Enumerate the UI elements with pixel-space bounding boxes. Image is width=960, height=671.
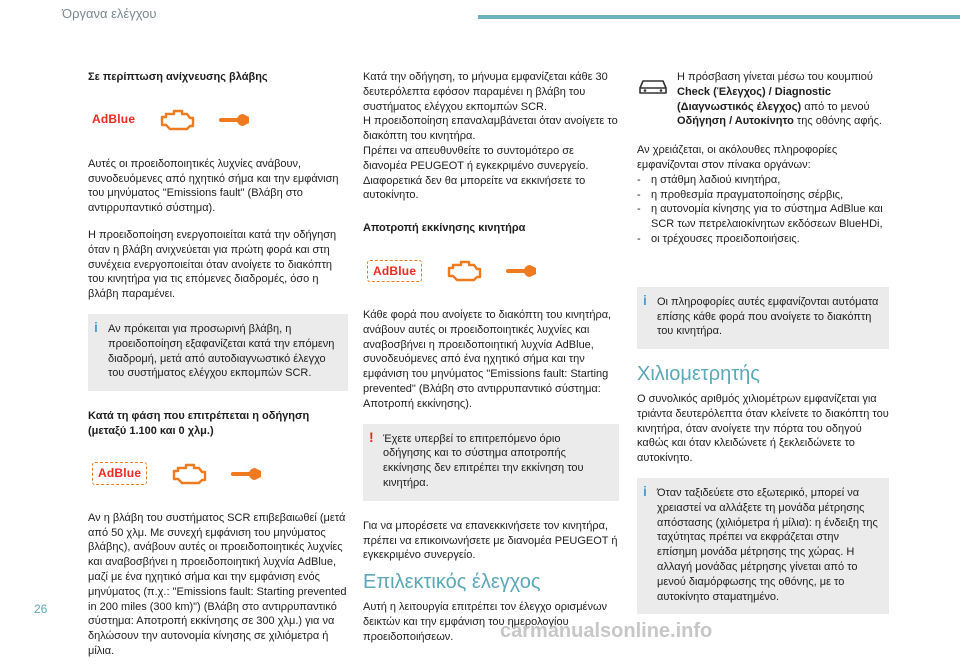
note-text: Έχετε υπερβεί το επιτρεπόμενο όριο οδήγησης και το σύστημα αποτροπής εκκίνησης δεν επιτρέπει την εκκίνηση του κινητήρα. <box>383 432 584 489</box>
paragraph: Η προειδοποίηση επαναλαμβάνεται όταν ανοίγετε το διακόπτη του κινητήρα. <box>363 115 618 143</box>
info-icon: i <box>94 318 98 335</box>
paragraph: Κατά την οδήγηση, το μήνυμα εμφανίζεται κάθε 30 δευτερόλεπτα εφόσον παραμένει η βλάβη του συστήματος ελέγχου εκπομπών SCR. <box>363 71 608 113</box>
text: της οθόνης αφής. <box>793 115 882 128</box>
wrench-icon <box>231 465 265 483</box>
adblue-icon: AdBlue <box>92 112 136 127</box>
paragraph: Αυτή η λειτουργία επιτρέπει τον έλεγχο ορισμένων δεικτών και την εμφάνιση του ημερολογίου προειδοποιήσεων. <box>363 600 608 643</box>
warning-exclamation-icon: ! <box>369 428 374 445</box>
heading-driving-phase: Κατά τη φάση που επιτρέπεται η οδήγηση (μεταξύ 1.100 και 0 χλμ.) <box>88 410 310 437</box>
info-icon: i <box>643 482 647 499</box>
adblue-flashing-icon: AdBlue <box>92 462 147 485</box>
warning-lamps-row <box>367 254 619 288</box>
heading-fault-detected: Σε περίπτωση ανίχνευσης βλάβης <box>88 71 268 83</box>
info-icon: i <box>643 291 647 308</box>
warning-lamps-row <box>92 103 348 137</box>
engine-warning-icon <box>171 463 207 485</box>
menu-path: Οδήγηση / Αυτοκίνητο <box>677 115 794 128</box>
watermark: carmanualsonline.info <box>500 620 713 642</box>
list-item: - η προθεσμία πραγματοποίησης σέρβις, <box>637 188 889 203</box>
list-item: - η αυτονομία κίνησης για το σύστημα AdBlue και SCR των πετρελαιοκίνητων εκδόσεων BlueHDi, <box>637 202 889 232</box>
car-icon <box>637 76 669 96</box>
column-1 <box>88 70 348 671</box>
text: από το μενού <box>801 100 870 113</box>
paragraph: Για να μπορέσετε να επανεκκινήσετε τον κινητήρα, πρέπει να επικοινωνήσετε με διανομέα PEUGEOT ή εγκεκριμένο συνεργείο. <box>363 519 618 562</box>
info-note <box>88 314 348 391</box>
adblue-flashing-icon: AdBlue <box>367 260 422 283</box>
warning-note <box>363 424 619 501</box>
access-instructions <box>677 70 889 129</box>
paragraph: Πρέπει να απευθυνθείτε το συντομότερο σε διανομέα PEUGEOT ή εγκεκριμένο συνεργείο. <box>363 144 589 172</box>
chapter-title: Όργανα ελέγχου <box>62 6 157 21</box>
engine-warning-icon <box>159 109 195 131</box>
column-2 <box>363 70 619 656</box>
menu-path: Check (Έλεγχος) / Diagnostic (Διαγνωστικός έλεγχος) <box>677 85 832 113</box>
list-item: - η στάθμη λαδιού κινητήρα, <box>637 173 889 188</box>
paragraph: Η προειδοποίηση ενεργοποιείται κατά την οδήγηση όταν η βλάβη ανιχνεύεται για πρώτη φορά και στη συνέχεια ενεργοποιείται όταν ανοίγετε το διακόπτη του κινητήρα για τις επόμενες διαδρομές, όσο η βλάβη παραμένει. <box>88 228 337 301</box>
section-title-selective-check: Επιλεκτικός έλεγχος <box>363 571 541 594</box>
paragraph: Αν η βλάβη του συστήματος SCR επιβεβαιωθεί (μετά από 50 χλμ. Με συνεχή εμφάνιση του μηνύματος βλάβης), ανάβουν αυτές οι προειδοποιητικές λυχνίες και αναβοσβήνει η προειδοποιητική λυχνία AdBlue, μαζί με ένα ηχητικό σήμα και την εμφάνιση ενός μηνύματος (π.χ.: "Emissions fault: Starting prevented in 200 miles (300 km)") (Βλάβη στο αντιρρυπαντικό σύστημα: Αποτροπή εκκίνησης σε 300 χλμ.) για να δηλώσουν την αυτονομία κίνησης σε χιλιόμετρα ή μίλια. <box>88 511 347 657</box>
paragraph: Διαφορετικά δεν θα μπορείτε να εκκινήσετε το αυτοκίνητο. <box>363 174 586 202</box>
car-access-row <box>637 70 889 129</box>
info-note <box>637 478 889 614</box>
note-text: Αν πρόκειται για προσωρινή βλάβη, η προειδοποίηση εξαφανίζεται κατά την επόμενη διαδρομή, μετά από αυτοδιαγνωστικό έλεγχο του συστήματος ελέγχου εκπομπών SCR. <box>108 322 335 380</box>
section-title-odometer: Χιλιομετρητής <box>637 363 760 386</box>
paragraph: Ο συνολικός αριθμός χιλιομέτρων εμφανίζεται για τριάντα δευτερόλεπτα όταν κλείνετε το διακόπτη του κινητήρα, όταν ανοίγετε την πόρτα του οδηγού καθώς και όταν κλειδώνετε ή ξεκλειδώνετε το αυτοκίνητο. <box>637 392 889 465</box>
paragraph: Αν χρειάζεται, οι ακόλουθες πληροφορίες εμφανίζονται στον πίνακα οργάνων: <box>637 144 838 171</box>
info-note <box>637 287 889 349</box>
wrench-icon <box>219 111 253 129</box>
note-text: Όταν ταξιδεύετε στο εξωτερικό, μπορεί να χρειαστεί να αλλάξετε τη μονάδα μέτρησης απόστασης (χιλιόμετρα ή μίλια): η ένδειξη της ταχύτητας πρέπει να εκφράζεται στην επίσημη μονάδα μέτρησης της χώρας. Η αλλαγή μονάδας μέτρησης γίνεται από το μενού διαμόρφωσης της οθόνης, με το αυτοκίνητο σταματημένο. <box>657 486 878 603</box>
list-item: - οι τρέχουσες προειδοποιήσεις. <box>637 232 889 247</box>
info-list <box>637 173 889 247</box>
engine-warning-icon <box>446 260 482 282</box>
warning-lamps-row <box>92 457 348 491</box>
paragraph: Κάθε φορά που ανοίγετε το διακόπτη του κινητήρα, ανάβουν αυτές οι προειδοποιητικές λυχνίες και αναβοσβήνει η προειδοποιητική λυχνία AdBlue, συνοδευόμενες από ένα ηχητικό σήμα και την εμφάνιση του μηνύματος "Emissions fault: Starting prevented" (Βλάβη στο αντιρρυπαντικό σύστημα: Αποτροπή εκκίνησης). <box>363 308 612 410</box>
header-rule <box>478 15 960 19</box>
paragraph: Αυτές οι προειδοποιητικές λυχνίες ανάβουν, συνοδευόμενες από ηχητικό σήμα και την εμφάνιση του μηνύματος "Emissions fault" (Βλάβη στο αντιρρυπαντικό σύστημα). <box>88 157 339 215</box>
page-number: 26 <box>34 602 48 616</box>
column-3 <box>637 70 889 632</box>
heading-start-prevention: Αποτροπή εκκίνησης κινητήρα <box>363 222 526 235</box>
wrench-icon <box>506 262 540 280</box>
text: Η πρόσβαση γίνεται μέσω του κουμπιού <box>677 71 873 83</box>
note-text: Οι πληροφορίες αυτές εμφανίζονται αυτόματα επίσης κάθε φορά που ανοίγετε το διακόπτη του κινητήρα. <box>657 295 879 338</box>
